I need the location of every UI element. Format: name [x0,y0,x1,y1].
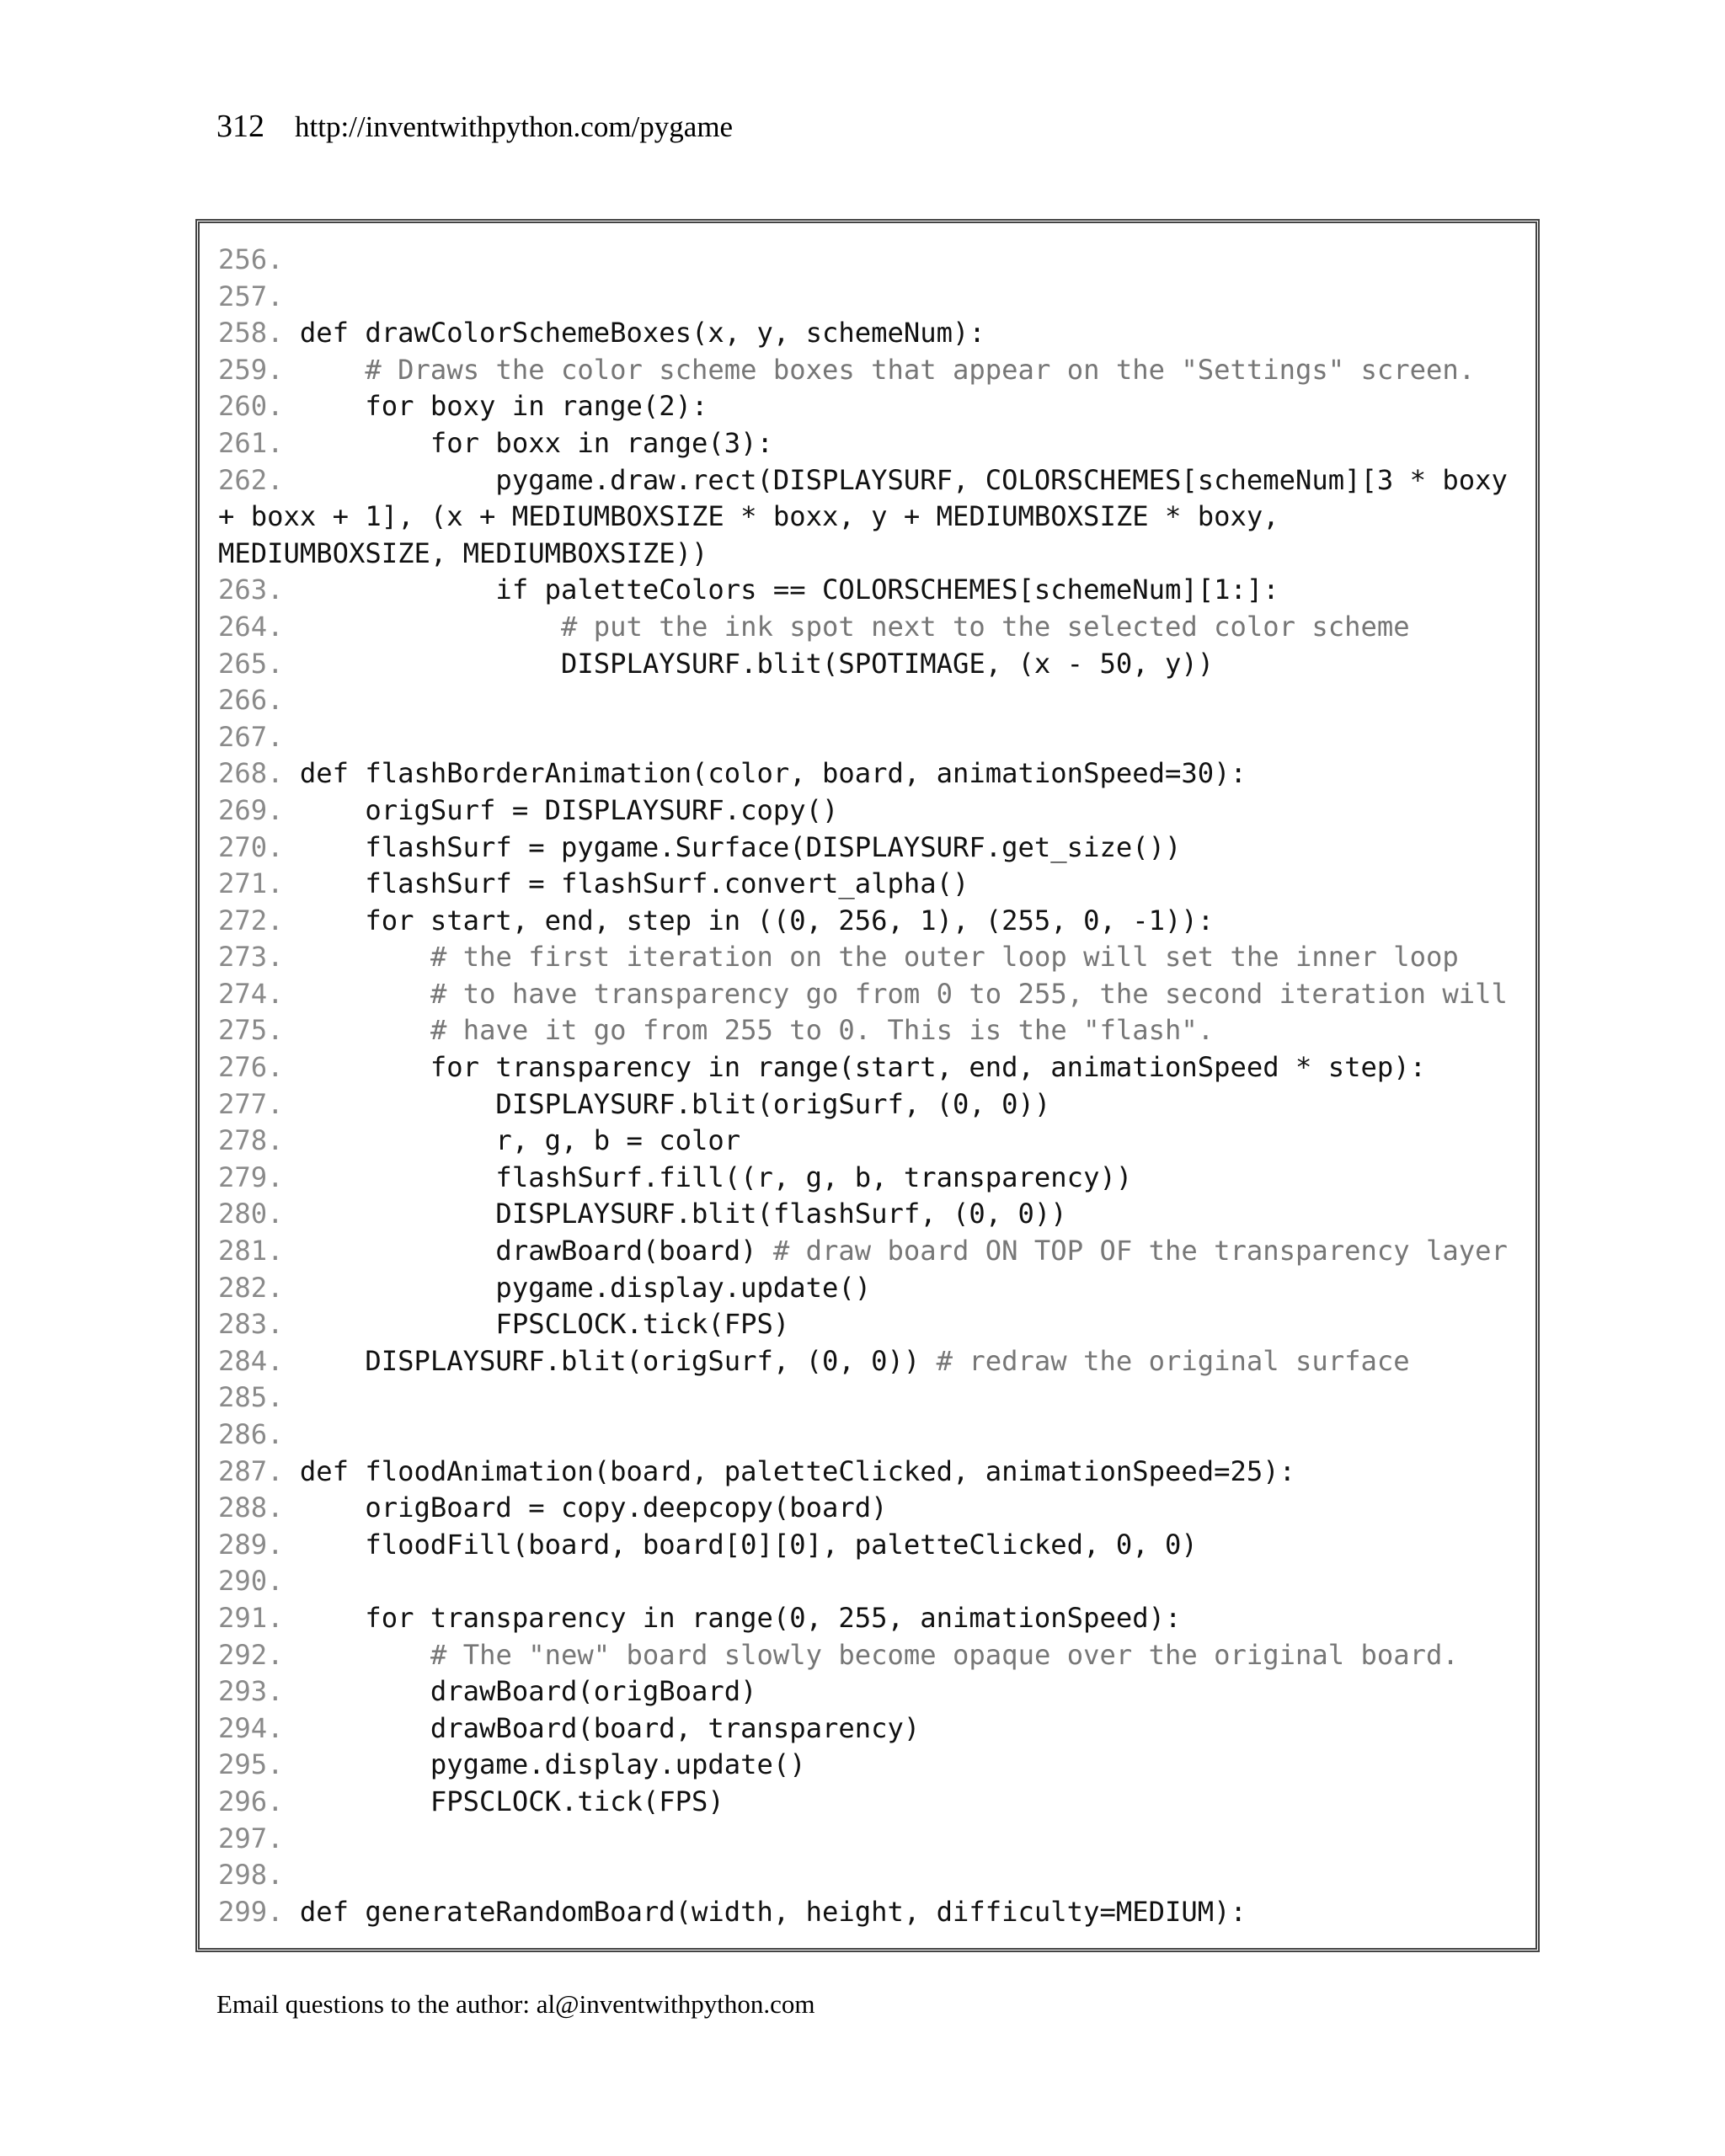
line-number: 299. [218,1895,284,1928]
code-text: DISPLAYSURF.blit(origSurf, (0, 0)) [283,1087,1051,1120]
line-number: 279. [218,1161,284,1193]
line-number: 268. [218,757,284,790]
code-text [284,354,366,386]
line-number: 274. [218,977,284,1010]
code-line [218,755,1519,792]
code-text: origSurf = DISPLAYSURF.copy() [283,793,839,826]
code-line [218,792,1519,830]
code-line [218,939,1519,976]
code-line [218,242,1519,279]
code-line [218,1086,1519,1123]
line-number: 264. [218,610,284,643]
code-text: for transparency in range(start, end, animationSpeed * step): [283,1051,1427,1084]
code-line [218,1123,1519,1160]
line-number: 285. [218,1381,284,1414]
code-text: floodFill(board, board[0][0], paletteClicked, 0, 0) [283,1528,1198,1561]
code-comment: # have it go from 255 to 0. This is the "flash". [430,1014,1215,1047]
code-listing [218,242,1519,1930]
code-line [218,719,1519,756]
code-comment: # Draws the color scheme boxes that appear on the "Settings" screen. [365,353,1476,386]
code-text: origBoard = copy.deepcopy(board) [283,1492,888,1524]
code-text: MEDIUMBOXSIZE, MEDIUMBOXSIZE)) [218,536,708,569]
code-text [284,1014,430,1046]
code-line [218,1527,1519,1564]
code-text: for boxy in range(2): [283,390,708,423]
line-number: 267. [218,720,284,753]
code-line [218,499,1519,536]
code-text: for transparency in range(0, 255, animationSpeed): [283,1601,1182,1634]
code-comment: # The "new" board slowly become opaque over the original board. [430,1638,1459,1671]
code-line [218,1637,1519,1674]
code-text: for start, end, step in ((0, 256, 1), (255, 0, -1)): [283,904,1215,937]
line-number: 278. [218,1124,284,1157]
code-text: def generateRandomBoard(width, height, difficulty=MEDIUM): [283,1895,1247,1928]
line-number: 269. [218,793,284,826]
header-url: http://inventwithpython.com/pygame [295,110,734,143]
line-number: 280. [218,1198,284,1230]
footer-email-note: Email questions to the author: al@inventwithpython.com [216,1989,815,2019]
code-line [218,1747,1519,1784]
code-text: FPSCLOCK.tick(FPS) [283,1308,790,1341]
code-line [218,682,1519,719]
line-number: 277. [218,1087,284,1120]
line-number: 288. [218,1492,284,1524]
line-number: 263. [218,574,284,606]
code-line [218,1270,1519,1307]
code-line [218,1417,1519,1454]
code-line [218,536,1519,573]
code-line [218,462,1519,499]
code-line [218,866,1519,903]
line-number: 273. [218,941,284,974]
code-line [218,1233,1519,1270]
code-line [218,976,1519,1013]
code-line [218,830,1519,867]
line-number: 271. [218,867,284,900]
code-line [218,1710,1519,1748]
code-text: DISPLAYSURF.blit(origSurf, (0, 0)) [283,1344,937,1377]
code-line [218,315,1519,352]
code-line [218,1673,1519,1710]
line-number: 284. [218,1344,284,1377]
line-number: 259. [218,353,284,386]
page-header [216,108,733,152]
code-line [218,1821,1519,1858]
code-text: + boxx + 1], (x + MEDIUMBOXSIZE * boxx, y + MEDIUMBOXSIZE * boxy, [218,500,1279,533]
code-text: pygame.draw.rect(DISPLAYSURF, COLORSCHEMES[schemeNum][3 * boxy [283,463,1508,496]
line-number: 293. [218,1675,284,1708]
code-line [218,1160,1519,1197]
code-line [218,1490,1519,1527]
code-comment: # the first iteration on the outer loop will set the inner loop [430,941,1459,974]
code-line [218,1380,1519,1417]
line-number: 281. [218,1235,284,1267]
line-number: 261. [218,426,284,459]
line-number: 256. [218,243,284,275]
code-comment: # redraw the original surface [936,1344,1410,1377]
line-number: 287. [218,1454,284,1487]
line-number: 270. [218,830,284,863]
code-text [284,1639,430,1671]
code-line [218,425,1519,462]
code-line [218,1196,1519,1233]
code-text [284,941,430,973]
code-line [218,1784,1519,1821]
code-line [218,388,1519,425]
line-number: 262. [218,463,284,496]
line-number: 297. [218,1822,284,1854]
line-number: 290. [218,1565,284,1598]
code-line [218,1563,1519,1600]
line-number: 298. [218,1859,284,1892]
code-line [218,1857,1519,1894]
code-line [218,1049,1519,1086]
code-comment: # put the ink spot next to the selected color scheme [560,610,1410,643]
code-text [284,978,430,1010]
code-line [218,1454,1519,1491]
line-number: 295. [218,1748,284,1781]
code-line [218,1343,1519,1380]
code-text: drawBoard(board, transparency) [283,1711,921,1744]
line-number: 286. [218,1418,284,1450]
code-text: def floodAnimation(board, paletteClicked, animationSpeed=25): [283,1454,1295,1487]
code-line [218,352,1519,389]
code-listing-box [195,219,1540,1952]
code-text: DISPLAYSURF.blit(flashSurf, (0, 0)) [283,1198,1067,1230]
code-line [218,1894,1519,1931]
code-line [218,646,1519,683]
line-number: 276. [218,1051,284,1084]
code-text: pygame.display.update() [283,1748,806,1781]
line-number: 296. [218,1785,284,1817]
code-text [284,611,561,643]
line-number: 265. [218,647,284,680]
line-number: 291. [218,1601,284,1634]
line-number: 275. [218,1014,284,1047]
code-text: if paletteColors == COLORSCHEMES[schemeNum][1:]: [283,574,1279,606]
line-number: 266. [218,684,284,717]
line-number: 289. [218,1528,284,1561]
line-number: 294. [218,1711,284,1744]
code-text: DISPLAYSURF.blit(SPOTIMAGE, (x - 50, y)) [283,647,1215,680]
line-number: 282. [218,1271,284,1304]
code-text: def drawColorSchemeBoxes(x, y, schemeNum): [283,317,985,350]
code-text: for boxx in range(3): [283,426,773,459]
code-text: FPSCLOCK.tick(FPS) [283,1785,724,1817]
code-line [218,1306,1519,1343]
code-text: flashSurf = flashSurf.convert_alpha() [283,867,969,900]
line-number: 258. [218,317,284,350]
line-number: 260. [218,390,284,423]
code-comment: # draw board ON TOP OF the transparency layer [772,1235,1508,1267]
code-comment: # to have transparency go from 0 to 255, the second iteration will [430,977,1508,1010]
line-number: 272. [218,904,284,937]
line-number: 292. [218,1638,284,1671]
line-number: 283. [218,1308,284,1341]
code-text: def flashBorderAnimation(color, board, animationSpeed=30): [283,757,1247,790]
line-number: 257. [218,280,284,312]
code-line [218,1600,1519,1637]
code-line [218,609,1519,646]
code-text: flashSurf.fill((r, g, b, transparency)) [283,1161,1133,1193]
code-text: flashSurf = pygame.Surface(DISPLAYSURF.get_size()) [283,830,1182,863]
code-text: pygame.display.update() [283,1271,872,1304]
code-line [218,1012,1519,1049]
code-text: r, g, b = color [283,1124,741,1157]
code-text: drawBoard(origBoard) [283,1675,757,1708]
page-number: 312 [216,109,264,144]
code-text: drawBoard(board) [283,1235,773,1267]
code-line [218,279,1519,316]
code-line [218,572,1519,609]
code-line [218,903,1519,940]
